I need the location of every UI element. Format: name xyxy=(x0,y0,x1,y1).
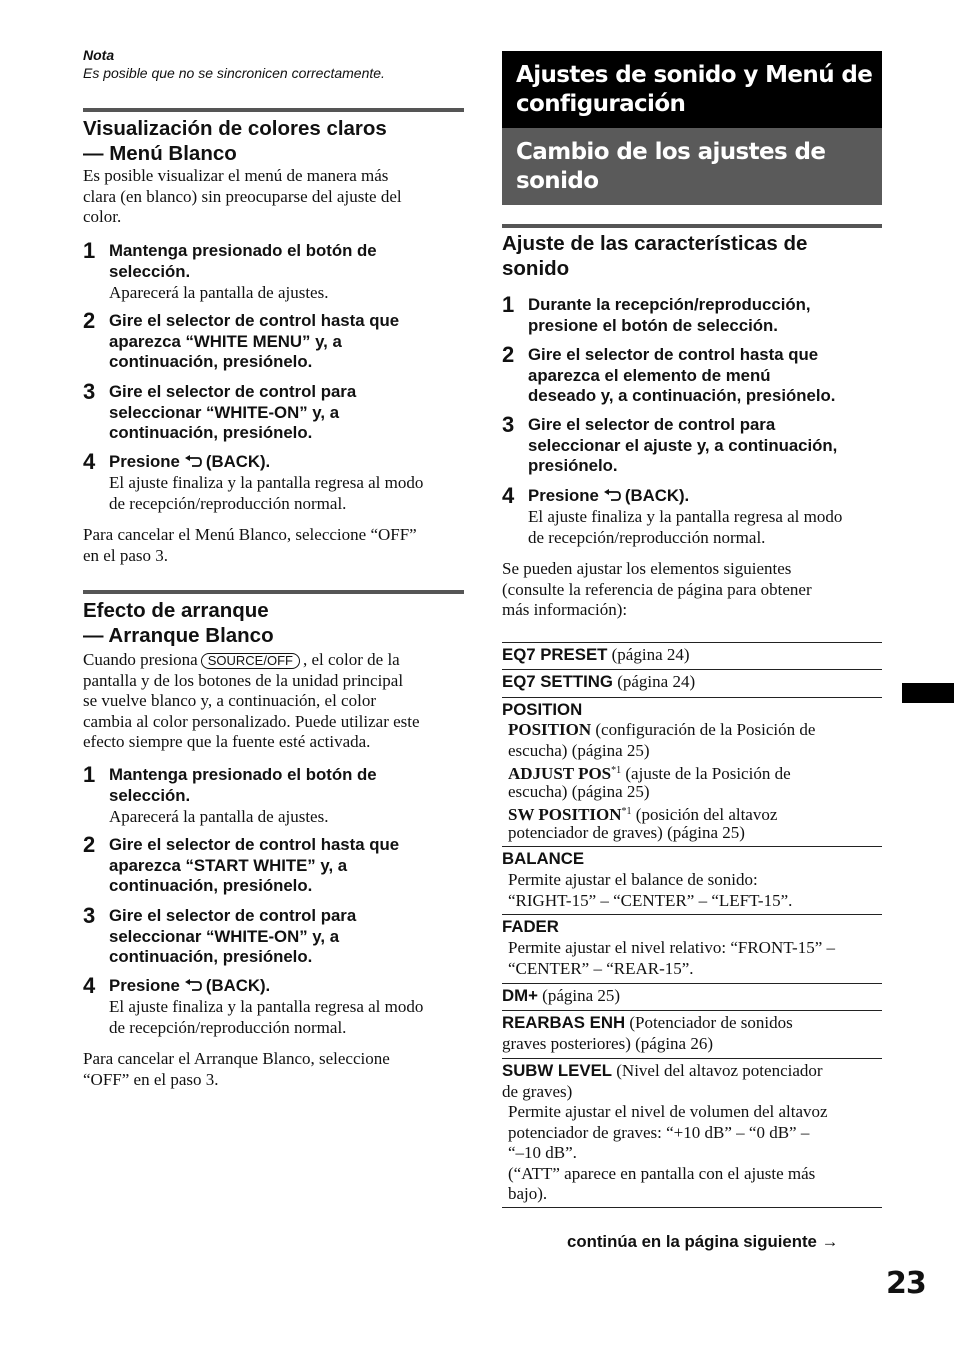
setting-name: POSITION xyxy=(502,700,583,719)
note-title: Nota xyxy=(83,47,115,63)
step-number: 2 xyxy=(502,342,515,367)
step-result: Aparecerá la pantalla de ajustes. xyxy=(109,283,329,302)
step-result: El ajuste finaliza y la pantalla regresa al modo de recepción/reproducción normal. xyxy=(109,997,424,1037)
table-row-fader: FADER Permite ajustar el nivel relativo: “FRONT-15” – “CENTER” – “REAR-15”. xyxy=(502,914,882,983)
step-instruction: Gire el selector de control para seleccionar “WHITE-ON” y, a continuación, presiónelo. xyxy=(109,906,357,967)
setting-name: EQ7 SETTING xyxy=(502,672,613,691)
table-row-subw-level: SUBW LEVEL (Nivel del altavoz potenciador de graves) Permite ajustar el nivel de volumen del altavoz potenciador de graves: “+10 dB” – “0 dB” – “–10 dB”. (“ATT” aparece en pantalla con el ajuste más bajo). xyxy=(502,1058,882,1208)
step-number: 3 xyxy=(502,412,515,437)
section-divider xyxy=(83,590,464,594)
step-number: 3 xyxy=(83,903,96,928)
back-icon xyxy=(603,489,621,503)
step-instruction: Gire el selector de control hasta que aparezca el elemento de menú deseado y, a continuación, presiónelo. xyxy=(528,345,836,406)
arrow-right-icon: → xyxy=(821,1232,839,1251)
step-number: 4 xyxy=(502,483,515,508)
step-number: 4 xyxy=(83,449,96,474)
note-text: Es posible que no se sincronicen correctamente. xyxy=(83,65,385,81)
section-heading-white-start: Efecto de arranque — Arranque Blanco xyxy=(83,599,274,647)
table-row-dm: DM+ (página 25) xyxy=(502,983,882,1010)
table-row-eq7-preset: EQ7 PRESET (página 24) xyxy=(502,642,882,669)
step-number: 3 xyxy=(83,379,96,404)
section-heading-sound: Ajuste de las características de sonido xyxy=(502,232,808,280)
section-banner xyxy=(502,128,882,205)
step-instruction: Mantenga presionado el botón de selección. xyxy=(109,765,377,805)
setting-name: DM+ xyxy=(502,986,538,1005)
step-number: 1 xyxy=(502,292,515,317)
step-number: 1 xyxy=(83,238,96,263)
step-instruction: Mantenga presionado el botón de selección. xyxy=(109,241,377,281)
step-number: 1 xyxy=(83,762,96,787)
chapter-tab-marker xyxy=(902,683,954,703)
step-number: 2 xyxy=(83,832,96,857)
setting-name: EQ7 PRESET xyxy=(502,645,608,664)
white-menu-intro: Es posible visualizar el menú de manera más clara (en blanco) sin preocuparse del ajuste del color. xyxy=(83,166,402,227)
table-row-rearbas: REARBAS ENH (Potenciador de sonidos graves posteriores) (página 26) xyxy=(502,1010,882,1058)
step-instruction: Presione (BACK). xyxy=(109,976,271,995)
step-instruction: Gire el selector de control para seleccionar “WHITE-ON” y, a continuación, presiónelo. xyxy=(109,382,357,443)
setting-name: FADER xyxy=(502,917,559,936)
table-row-position: POSITION POSITION (configuración de la Posición de escucha) (página 25) ADJUST POS$^{*1}$ (ajuste de la Posición de escucha) (página 25) SW POSITION$^{*1}$ (posición del altavoz potenciador de graves) (página 25) xyxy=(502,697,882,846)
white-start-cancel: Para cancelar el Arranque Blanco, seleccione “OFF” en el paso 3. xyxy=(83,1049,390,1089)
step-instruction: Gire el selector de control para seleccionar el ajuste y, a continuación, presiónelo. xyxy=(528,415,838,476)
chapter-banner xyxy=(502,51,882,128)
step-instruction: Gire el selector de control hasta que aparezca “START WHITE” y, a continuación, presiónelo. xyxy=(109,835,400,896)
setting-name: REARBAS ENH xyxy=(502,1013,626,1032)
step-instruction: Presione (BACK). xyxy=(109,452,271,471)
chapter-title: Ajustes de sonido y Menú de configuración xyxy=(516,62,873,117)
section-title: Cambio de los ajustes de sonido xyxy=(516,139,826,194)
step-instruction: Gire el selector de control hasta que aparezca “WHITE MENU” y, a continuación, presiónelo. xyxy=(109,311,400,372)
page-number: 23 xyxy=(886,1266,926,1301)
step-result: Aparecerá la pantalla de ajustes. xyxy=(109,807,329,826)
step-instruction: Durante la recepción/reproducción, presione el botón de selección. xyxy=(528,295,811,335)
back-icon xyxy=(184,979,202,993)
continue-note: continúa en la página siguiente → xyxy=(567,1232,839,1251)
section-divider xyxy=(83,108,464,112)
white-menu-cancel: Para cancelar el Menú Blanco, seleccione “OFF” en el paso 3. xyxy=(83,525,417,565)
section-divider xyxy=(502,224,882,228)
table-row-balance: BALANCE Permite ajustar el balance de sonido: “RIGHT-15” – “CENTER” – “LEFT-15”. xyxy=(502,846,882,914)
table-row-eq7-setting: EQ7 SETTING (página 24) xyxy=(502,669,882,696)
step-number: 2 xyxy=(83,308,96,333)
step-result: El ajuste finaliza y la pantalla regresa al modo de recepción/reproducción normal. xyxy=(109,473,424,513)
back-icon xyxy=(184,455,202,469)
setting-name: SUBW LEVEL xyxy=(502,1061,613,1080)
source-off-button-label: SOURCE/OFF xyxy=(201,653,300,669)
white-start-intro: Cuando presiona SOURCE/OFF , el color de la pantalla y de los botones de la unidad principal se vuelve blanco y, a continuación, el color cambia al color personalizado. Puede utilizar este efecto siempre que la fuente esté activada. xyxy=(83,650,420,752)
step-number: 4 xyxy=(83,973,96,998)
step-result: El ajuste finaliza y la pantalla regresa al modo de recepción/reproducción normal. xyxy=(528,507,843,547)
section-heading-white-menu: Visualización de colores claros — Menú Blanco xyxy=(83,117,387,165)
adjustable-intro: Se pueden ajustar los elementos siguientes (consulte la referencia de página para obtener más información): xyxy=(502,559,812,620)
setting-name: BALANCE xyxy=(502,849,585,868)
step-instruction: Presione (BACK). xyxy=(528,486,690,505)
